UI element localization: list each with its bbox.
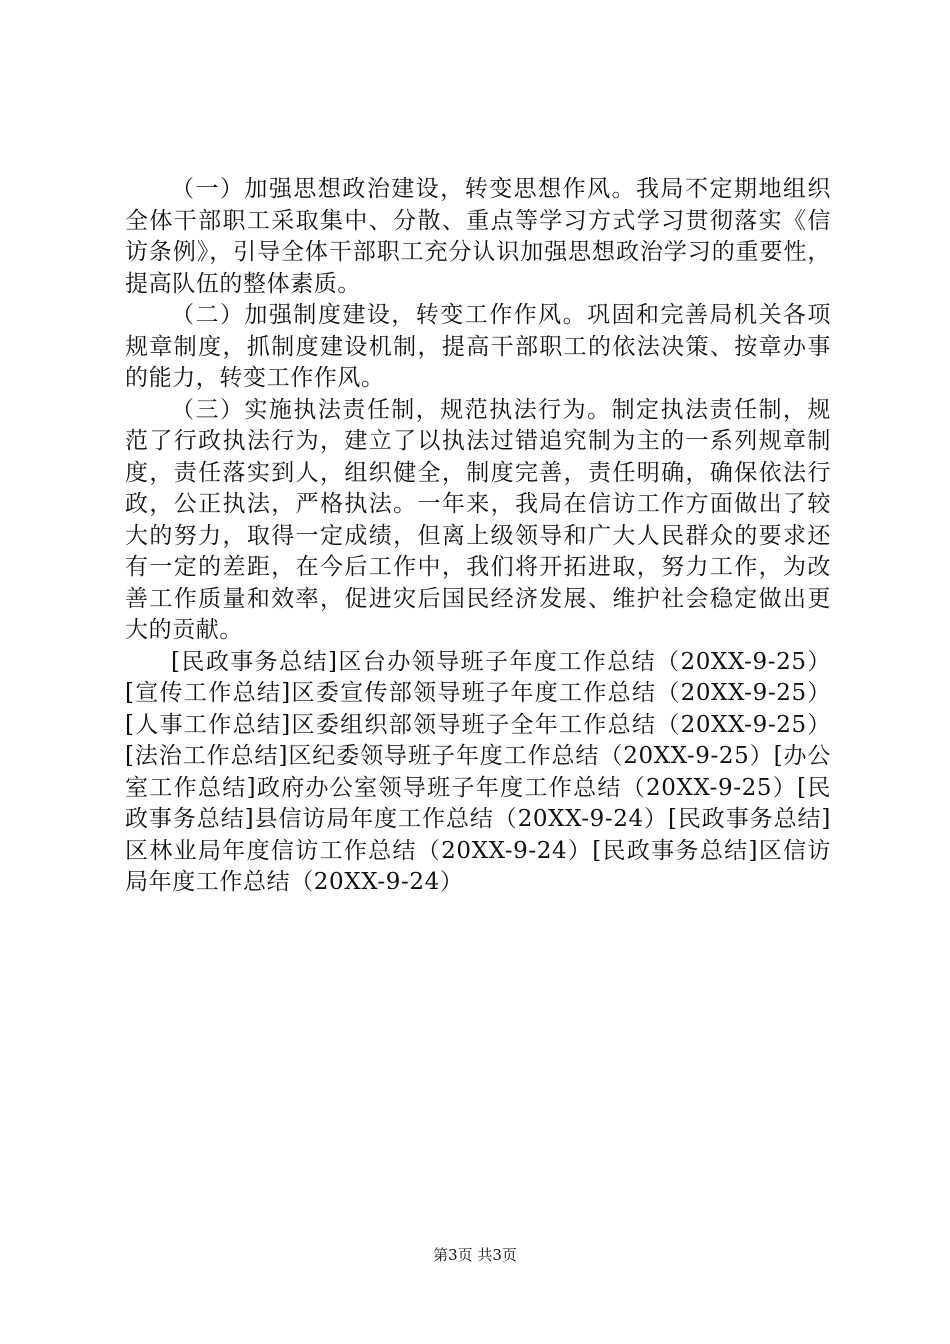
document-body (125, 174, 831, 899)
paragraph-system-building: （二）加强制度建设，转变工作作风。巩固和完善局机关各项规章制度，抓制度建设机制，提高干部职工的依法决策、按章办事的能力，转变工作作风。 (125, 302, 831, 391)
paragraph-ideological-building: （一）加强思想政治建设，转变思想作风。我局不定期地组织全体干部职工采取集中、分散、重点等学习方式学习贯彻落实《信访条例》，引导全体干部职工充分认识加强思想政治学习的重要性，提高队伍的整体素质。 (125, 176, 831, 297)
paragraph-law-enforcement: （三）实施执法责任制，规范执法行为。制定执法责任制，规范了行政执法行为，建立了以执法过错追究制为主的一系列规章制度，责任落实到人，组织健全，制度完善，责任明确，确保依法行政，公正执法，严格执法。一年来，我局在信访工作方面做出了较大的努力，取得一定成绩，但离上级领导和广大人民群众的要求还有一定的差距，在今后工作中，我们将开拓进取，努力工作，为改善工作质量和效率，促进灾后国民经济发展、维护社会稳定做出更大的贡献。 (125, 396, 831, 643)
page-number-footer: 第3页 共3页 (433, 1246, 517, 1264)
paragraph-related-links: [民政事务总结]区台办领导班子年度工作总结（20XX-9-25）[宣传工作总结]区委宣传部领导班子年度工作总结（20XX-9-25）[人事工作总结]区委组织部领导班子全年工作总结（20XX-9-25）[法治工作总结]区纪委领导班子年度工作总结（20XX-9-25）[办公室工作总结]政府办公室领导班子年度工作总结（20XX-9-25）[民政事务总结]县信访局年度工作总结（20XX-9-24）[民政事务总结]区林业局年度信访工作总结（20XX-9-24）[民政事务总结]区信访局年度工作总结（20XX-9-24） (125, 648, 831, 895)
